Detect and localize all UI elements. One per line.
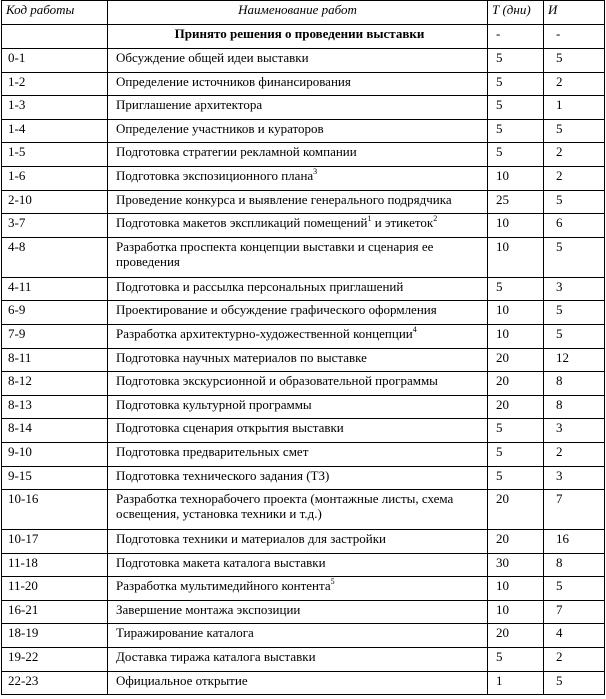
cell-name-text: Проведение конкурса и выявление генерального подрядчика <box>116 191 452 207</box>
cell-code: 1-5 <box>2 143 108 167</box>
cell-name <box>108 395 488 419</box>
cell-i: - <box>544 25 605 49</box>
cell-t: 5 <box>488 419 544 443</box>
cell-name <box>108 277 488 301</box>
cell-t: 20 <box>488 530 544 554</box>
cell-name <box>108 530 488 554</box>
cell-name-text: Подготовка экскурсионной и образовательной программы <box>116 373 438 389</box>
table-row <box>2 671 605 695</box>
cell-t: 5 <box>488 72 544 96</box>
cell-code: 7-9 <box>2 324 108 348</box>
cell-code: 1-4 <box>2 119 108 143</box>
cell-t: 20 <box>488 348 544 372</box>
cell-name-text: Подготовка макета каталога выставки <box>116 554 326 570</box>
cell-t: 10 <box>488 301 544 325</box>
cell-code: 2-10 <box>2 190 108 214</box>
cell-t: 10 <box>488 214 544 238</box>
table-row <box>2 348 605 372</box>
cell-t: 10 <box>488 324 544 348</box>
cell-name <box>108 348 488 372</box>
footnote-marker: 3 <box>313 166 318 176</box>
cell-code: 4-8 <box>2 237 108 277</box>
table-row <box>2 577 605 601</box>
cell-t: 20 <box>488 490 544 530</box>
cell-name-text: Доставка тиража каталога выставки <box>116 649 316 665</box>
table-row <box>2 301 605 325</box>
table-row <box>2 419 605 443</box>
cell-code: 1-6 <box>2 166 108 190</box>
table-row <box>2 324 605 348</box>
cell-name-text: Завершение монтажа экспозиции <box>116 601 301 617</box>
cell-code: 11-20 <box>2 577 108 601</box>
cell-code: 8-11 <box>2 348 108 372</box>
cell-i: 3 <box>544 466 605 490</box>
cell-i: 5 <box>544 577 605 601</box>
cell-i: 8 <box>544 553 605 577</box>
cell-i: 2 <box>544 143 605 167</box>
cell-code: 0-1 <box>2 49 108 73</box>
cell-code: 11-18 <box>2 553 108 577</box>
table-row <box>2 466 605 490</box>
cell-code: 3-7 <box>2 214 108 238</box>
cell-name <box>108 648 488 672</box>
table-row <box>2 553 605 577</box>
cell-name <box>108 553 488 577</box>
cell-code: 10-16 <box>2 490 108 530</box>
cell-i: 5 <box>544 324 605 348</box>
table-row <box>2 490 605 530</box>
cell-name <box>108 624 488 648</box>
cell-code: 1-3 <box>2 96 108 120</box>
cell-name-text: Проектирование и обсуждение графического оформления <box>116 302 437 318</box>
cell-name <box>108 490 488 530</box>
cell-name-text: Подготовка сценария открытия выставки <box>116 420 344 436</box>
cell-code: 1-2 <box>2 72 108 96</box>
cell-name-text: Подготовка технического задания (ТЗ) <box>116 467 330 483</box>
table-row <box>2 214 605 238</box>
cell-code: 8-14 <box>2 419 108 443</box>
cell-t: 5 <box>488 143 544 167</box>
cell-name-text: Подготовка макетов экспликаций помещений <box>116 215 368 231</box>
cell-code: 19-22 <box>2 648 108 672</box>
table-row <box>2 600 605 624</box>
cell-name-text: Разработка мультимедийного контента <box>116 578 331 594</box>
table-row <box>2 624 605 648</box>
cell-name <box>108 324 488 348</box>
footnote-marker: 4 <box>412 324 417 334</box>
cell-code: 8-13 <box>2 395 108 419</box>
cell-name-text: Подготовка предварительных смет <box>116 443 309 459</box>
cell-name-text: Разработка технорабочего проекта (монтажные листы, схема освещения, установка техники и т.д.) <box>116 491 454 522</box>
cell-i: 4 <box>544 624 605 648</box>
table-row <box>2 190 605 214</box>
footnote-marker: 5 <box>330 577 335 587</box>
cell-name <box>108 237 488 277</box>
cell-code: 22-23 <box>2 671 108 695</box>
cell-name-text: Приглашение архитектора <box>116 97 263 113</box>
cell-name-text: Подготовка научных материалов по выставке <box>116 349 367 365</box>
cell-t: 5 <box>488 49 544 73</box>
table-row <box>2 277 605 301</box>
cell-i: 6 <box>544 214 605 238</box>
cell-name <box>108 671 488 695</box>
cell-code <box>2 25 108 49</box>
cell-name <box>108 143 488 167</box>
table-row <box>2 442 605 466</box>
cell-code: 9-10 <box>2 442 108 466</box>
cell-name-text: Разработка архитектурно-художественной концепции <box>116 325 413 341</box>
cell-t: 5 <box>488 119 544 143</box>
cell-name-text: Определение участников и кураторов <box>116 120 324 136</box>
cell-t: - <box>488 25 544 49</box>
cell-i: 5 <box>544 190 605 214</box>
cell-name-text: Подготовка и рассылка персональных приглашений <box>116 278 404 294</box>
cell-i: 5 <box>544 237 605 277</box>
cell-t: 20 <box>488 372 544 396</box>
cell-t: 5 <box>488 277 544 301</box>
cell-i: 2 <box>544 72 605 96</box>
cell-i: 16 <box>544 530 605 554</box>
cell-t: 20 <box>488 395 544 419</box>
cell-name <box>108 119 488 143</box>
cell-name <box>108 166 488 190</box>
cell-i: 2 <box>544 648 605 672</box>
cell-code: 10-17 <box>2 530 108 554</box>
cell-name <box>108 190 488 214</box>
table-row <box>2 395 605 419</box>
cell-name <box>108 214 488 238</box>
cell-i: 7 <box>544 490 605 530</box>
cell-t: 20 <box>488 624 544 648</box>
cell-name <box>108 49 488 73</box>
cell-name <box>108 466 488 490</box>
cell-i: 8 <box>544 372 605 396</box>
table-body <box>2 25 605 695</box>
cell-t: 5 <box>488 648 544 672</box>
cell-i: 2 <box>544 442 605 466</box>
cell-name-text: Разработка проспекта концепции выставки и сценария ее проведения <box>116 238 434 269</box>
works-table <box>1 0 605 695</box>
cell-name <box>108 72 488 96</box>
cell-code: 16-21 <box>2 600 108 624</box>
table-row-decision <box>2 25 605 49</box>
cell-t: 30 <box>488 553 544 577</box>
cell-code: 18-19 <box>2 624 108 648</box>
cell-code: 8-12 <box>2 372 108 396</box>
cell-t: 10 <box>488 600 544 624</box>
cell-t: 5 <box>488 96 544 120</box>
cell-name-text: Официальное открытие <box>116 672 248 688</box>
cell-t: 10 <box>488 577 544 601</box>
cell-name-text: Подготовка экспозиционного плана <box>116 167 314 183</box>
cell-i: 3 <box>544 419 605 443</box>
table-row <box>2 237 605 277</box>
table-row <box>2 72 605 96</box>
header-name: Наименование работ <box>108 1 488 25</box>
cell-name-text: Обсуждение общей идеи выставки <box>116 50 309 65</box>
header-t: Т (дни) <box>488 1 544 25</box>
cell-name-tail: и этикеток <box>371 215 434 231</box>
cell-i: 5 <box>544 301 605 325</box>
cell-name: Принято решения о проведении выставки <box>108 25 488 49</box>
header-code: Код работы <box>2 1 108 25</box>
cell-name <box>108 419 488 443</box>
table-row <box>2 143 605 167</box>
cell-i: 5 <box>544 671 605 695</box>
cell-code: 4-11 <box>2 277 108 301</box>
cell-name <box>108 301 488 325</box>
cell-i: 3 <box>544 277 605 301</box>
cell-name <box>108 372 488 396</box>
cell-t: 5 <box>488 442 544 466</box>
cell-name-text: Подготовка стратегии рекламной компании <box>116 144 357 160</box>
cell-code: 9-15 <box>2 466 108 490</box>
footnote-marker: 1 <box>367 214 372 224</box>
footnote-marker: 2 <box>433 214 438 224</box>
cell-t: 5 <box>488 466 544 490</box>
cell-i: 5 <box>544 49 605 73</box>
header-i: И <box>544 1 605 25</box>
cell-i: 1 <box>544 96 605 120</box>
cell-i: 2 <box>544 166 605 190</box>
table-row <box>2 96 605 120</box>
cell-t: 1 <box>488 671 544 695</box>
cell-t: 10 <box>488 237 544 277</box>
table-row <box>2 530 605 554</box>
table-header <box>2 1 605 25</box>
cell-t: 25 <box>488 190 544 214</box>
table-row <box>2 166 605 190</box>
cell-name <box>108 577 488 601</box>
cell-name <box>108 600 488 624</box>
cell-name <box>108 96 488 120</box>
cell-i: 8 <box>544 395 605 419</box>
cell-i: 7 <box>544 600 605 624</box>
cell-name-text: Тиражирование каталога <box>116 625 254 641</box>
table-row <box>2 648 605 672</box>
table-row <box>2 119 605 143</box>
cell-i: 5 <box>544 119 605 143</box>
cell-code: 6-9 <box>2 301 108 325</box>
cell-i: 12 <box>544 348 605 372</box>
table-row <box>2 372 605 396</box>
table-row <box>2 49 605 73</box>
cell-name-text: Подготовка культурной программы <box>116 396 312 412</box>
cell-name-text: Подготовка техники и материалов для застройки <box>116 531 386 547</box>
cell-name-text: Определение источников финансирования <box>116 73 351 89</box>
cell-name <box>108 442 488 466</box>
cell-t: 10 <box>488 166 544 190</box>
